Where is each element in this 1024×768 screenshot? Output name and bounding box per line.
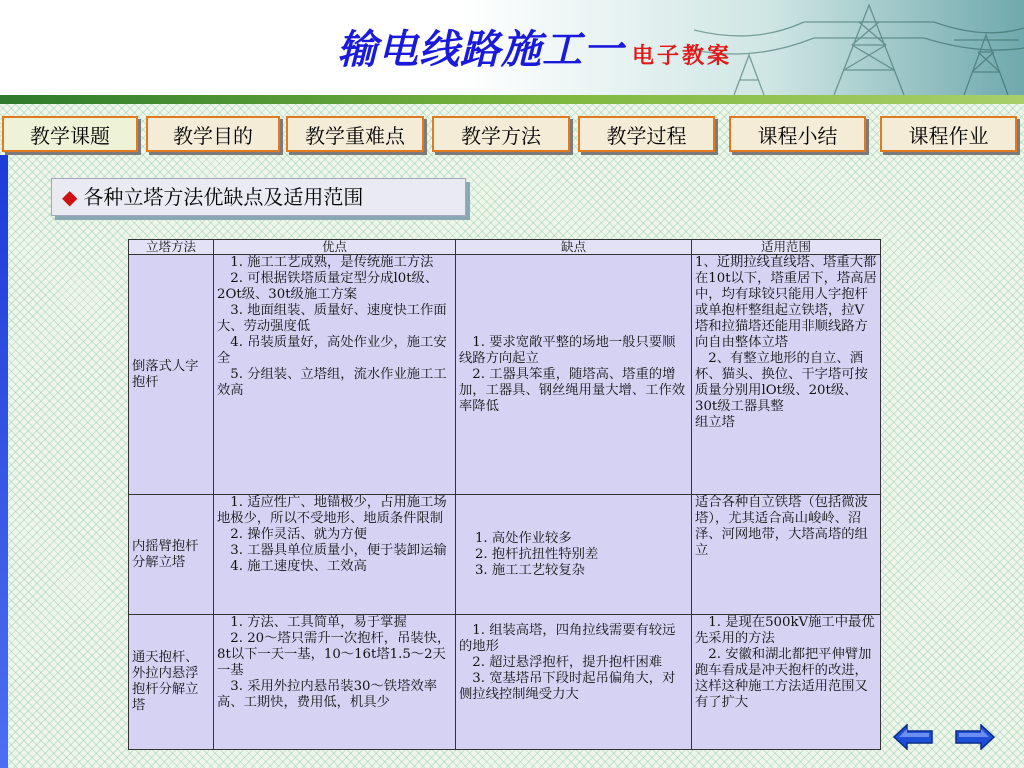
tab-objectives[interactable]: 教学目的 bbox=[146, 116, 280, 152]
scope-cell bbox=[692, 495, 881, 615]
list-item: 3. 工器具单位质量小，便于装卸运输 bbox=[230, 543, 447, 558]
list-item: 4. 施工速度快、工效高 bbox=[230, 559, 367, 574]
tab-homework[interactable]: 课程作业 bbox=[880, 116, 1017, 152]
list-item: 4. 吊装质量好，高处作业少，施工安全 bbox=[217, 335, 447, 366]
comparison-table bbox=[128, 239, 881, 750]
page-title: 输电线路施工一 bbox=[337, 26, 624, 73]
tab-summary[interactable]: 课程小结 bbox=[729, 116, 866, 152]
list-item: 1. 组装高塔，四角拉线需要有较远的地形 bbox=[459, 623, 676, 654]
header bbox=[0, 0, 1024, 95]
table-row bbox=[129, 495, 881, 615]
list-item: 2. 抱杆抗扭性特别差 bbox=[474, 546, 599, 562]
list-item: 3. 施工工艺较复杂 bbox=[474, 562, 585, 578]
list-item: 1. 方法、工具简单，易于掌握 bbox=[230, 615, 407, 630]
page-subtitle: 电子教案 bbox=[632, 43, 733, 69]
header-method: 立塔方法 bbox=[129, 240, 214, 255]
header-cons: 缺点 bbox=[456, 240, 692, 255]
diamond-bullet-icon: ◆ bbox=[62, 185, 78, 209]
list-item: 1. 高处作业较多 bbox=[474, 530, 572, 546]
list-item: 2. 超过悬浮抱杆，提升抱杆困难 bbox=[472, 655, 663, 670]
list-item: 3. 宽基塔吊下段时起吊偏角大，对侧拉线控制绳受力大 bbox=[459, 671, 676, 702]
method-cell: 内摇臂抱杆分解立塔 bbox=[129, 495, 214, 615]
list-item: 1. 适应性广、地锚极少，占用施工场地极少，所以不受地形、地质条件限制 bbox=[217, 495, 447, 526]
list-item: 2. 操作灵活、就为方便 bbox=[230, 527, 367, 542]
arrow-right-icon[interactable] bbox=[955, 724, 995, 750]
cons-cell bbox=[456, 495, 692, 615]
list-item: 1. 施工工艺成熟，是传统施工方法 bbox=[230, 255, 434, 270]
list-item: 5. 分组装、立塔组，流水作业施工工效高 bbox=[217, 367, 447, 398]
power-tower-background bbox=[694, 0, 1024, 95]
pros-cell bbox=[214, 495, 456, 615]
table-header-row bbox=[129, 240, 881, 255]
arrow-left-icon[interactable] bbox=[893, 724, 933, 750]
tab-process[interactable]: 教学过程 bbox=[578, 116, 715, 152]
title-wrap bbox=[337, 18, 732, 75]
list-item: 3. 地面组装、质量好、速度快工作面大、劳动强度低 bbox=[217, 303, 447, 334]
list-item: 1. 是现在500kV施工中最优先采用的方法 bbox=[695, 615, 875, 646]
method-cell: 通天抱杆、外拉内悬浮抱杆分解立塔 bbox=[129, 615, 214, 750]
list-item: 2、有整立地形的自立、酒杯、猫头、换位、干字塔可按质量分别用lOt级、20t级、30t级工器具整 bbox=[695, 351, 868, 414]
list-item: 2. 工器具笨重，随塔高、塔重的增加，工器具、钢丝绳用量大增、工作效率降低 bbox=[459, 366, 686, 414]
list-item: 组立塔 bbox=[695, 415, 735, 430]
tab-key-points[interactable]: 教学重难点 bbox=[286, 116, 424, 152]
tab-topic[interactable]: 教学课题 bbox=[2, 116, 138, 152]
pros-cell bbox=[214, 615, 456, 750]
left-accent-bar bbox=[0, 155, 8, 768]
section-heading bbox=[51, 178, 466, 216]
list-item: 1. 要求宽敞平整的场地一般只要顺线路方向起立 bbox=[459, 334, 676, 366]
list-item: 2. 安徽和湖北都把平伸臂加跑车看成是冲天抱杆的改进，这样这种施工方法适用范围又有了扩大 bbox=[695, 647, 872, 710]
header-scope: 适用范围 bbox=[692, 240, 881, 255]
table-row bbox=[129, 615, 881, 750]
method-cell: 倒落式人字抱杆 bbox=[129, 255, 214, 495]
scope-cell bbox=[692, 615, 881, 750]
list-item: 3. 采用外拉内悬吊装30～铁塔效率高、工期快，费用低，机具少 bbox=[217, 679, 437, 710]
cons-cell bbox=[456, 255, 692, 495]
table-row bbox=[129, 255, 881, 495]
pros-cell bbox=[214, 255, 456, 495]
section-heading-text: 各种立塔方法优缺点及适用范围 bbox=[83, 185, 364, 209]
list-item: 1、近期拉线直线塔、塔重大都在10t以下，塔重居下，塔高居中，均有球铰只能用人字抱杆或单抱杆整组起立铁塔，拉V塔和拉猫塔还能用非顺线路方向自由整体立塔 bbox=[695, 255, 877, 350]
scope-cell bbox=[692, 255, 881, 495]
list-item: 2. 20～塔只需升一次抱杆，吊装快，8t以下一天一基，10～16t塔1.5～2天一基 bbox=[217, 631, 451, 678]
tab-methods[interactable]: 教学方法 bbox=[432, 116, 570, 152]
list-item: 2. 可根据铁塔质量定型分成l0t级、2Ot级、30t级施工方案 bbox=[217, 271, 439, 302]
tab-bar bbox=[0, 116, 1024, 156]
list-item: 适合各种自立铁塔（包括微波塔），尤其适合高山峻岭、沼泽、河网地带，大塔高塔的组立 bbox=[695, 495, 868, 558]
header-pros: 优点 bbox=[214, 240, 456, 255]
cons-cell bbox=[456, 615, 692, 750]
header-divider bbox=[0, 95, 1024, 104]
